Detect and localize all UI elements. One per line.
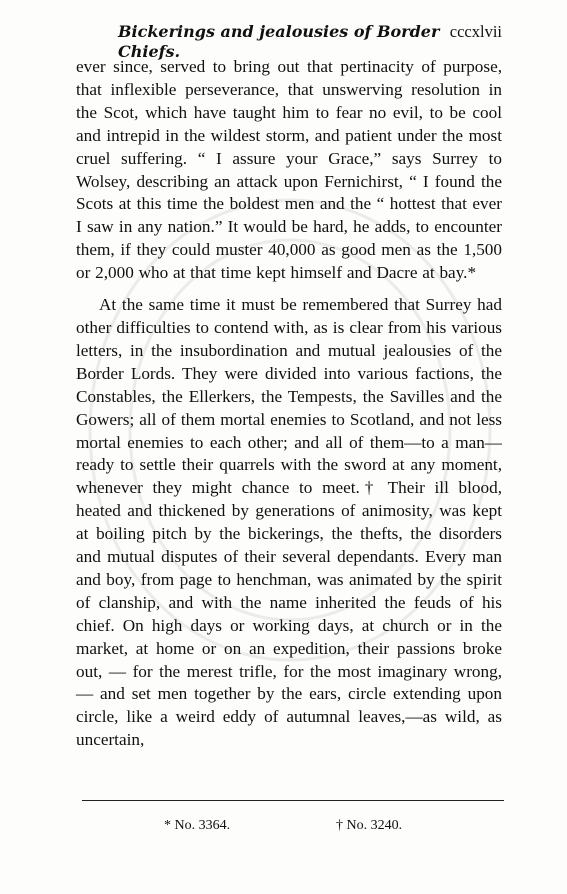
- footnote-divider: [82, 800, 504, 801]
- footnote: * No. 3364.: [164, 818, 231, 833]
- paragraph: At the same time it must be remembered that Surrey had other difficulties to contend with, as is clear from his various letters, in the insubordination and mutual jealousies of the Border Lords. They were divided into various factions, the Constables, the Ellerkers, the Tempests, the Savilles and the Gowers; all of them mortal enemies to Scotland, and not less mortal enemies to each other; and all of them—to a man—ready to settle their quarrels with the sword at any moment, whenever they might chance to meet.† Their ill blood, heated and thickened by generations of animosity, was kept at boiling pitch by the bickerings, the thefts, the disorders and mutual disputes of their several dependants. Every man and boy, from page to henchman, was animated by the spirit of clanship, and with the name inherited the feuds of his chief. On high days or working days, at church or in the market, at home or on an expedition, their passions broke out, — for the merest trifle, for the most imaginary wrong, — and set men together by the ears, circle extending upon circle, like a weird eddy of autumnal leaves,—as wild, as uncertain,: [76, 295, 502, 750]
- page-number: cccxlvii: [449, 22, 502, 41]
- footnote: † No. 3240.: [336, 818, 403, 833]
- running-title: Bickerings and jealousies of Border Chiefs.: [118, 22, 440, 61]
- paragraph: ever since, served to bring out that pertinacity of purpose, that inflexible perseverance, that unswerving resolution in the Scot, which have taught him to fear no evil, to be cool and intrepid in the wildest storm, and patient under the most cruel suffering. “ I assure your Grace,” says Surrey to Wolsey, describing an attack upon Fernichirst, “ I found the Scots at this time the boldest men and the “ hottest that ever I saw in any nation.” It would be hard, he adds, to encounter them, if they could muster 40,000 as good men as the 1,500 or 2,000 who at that time kept himself and Dacre at bay.*: [76, 57, 502, 283]
- main-text: [76, 56, 502, 752]
